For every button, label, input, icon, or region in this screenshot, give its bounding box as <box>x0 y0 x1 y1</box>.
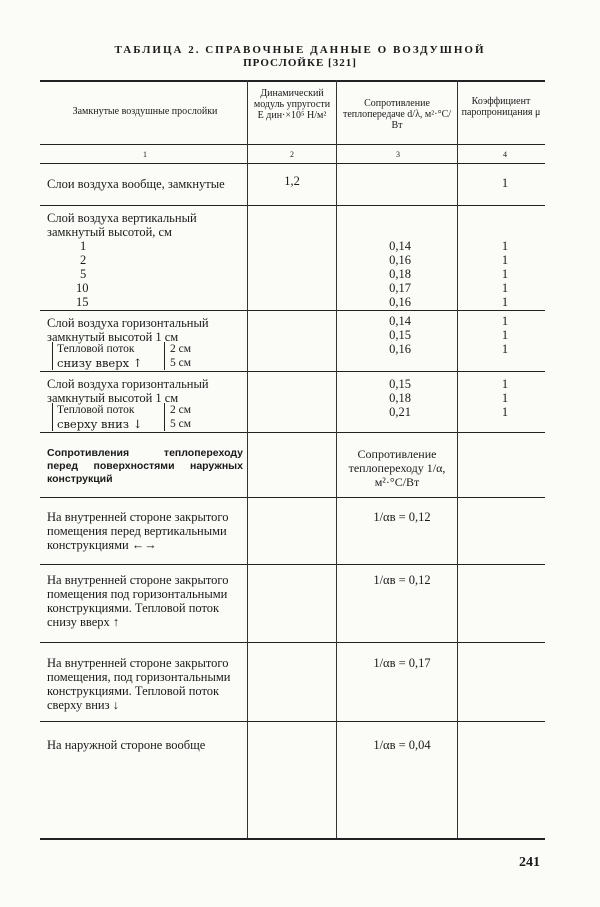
row4-mu-3: 1 <box>501 405 509 419</box>
row3-mu-1: 1 <box>501 314 509 328</box>
row3-mu-3: 1 <box>501 342 509 356</box>
col-number-1: 1 <box>143 150 147 159</box>
col-number-3: 3 <box>396 150 400 159</box>
surface-3-text: На внутренней стороне закрытого помещения, под горизонтальными конструкциями. Тепловой поток сверху вниз ↓ <box>47 656 231 712</box>
table-title-line1: ТАБЛИЦА 2. СПРАВОЧНЫЕ ДАННЫЕ О ВОЗДУШНОЙ <box>114 44 486 56</box>
row4-flow-line1: Тепловой поток <box>52 403 134 417</box>
row3-flow-line1: Тепловой поток <box>52 342 134 356</box>
header-col3: Сопротивление теплопередаче d/λ, м²·°С/Вт <box>342 98 452 131</box>
row2-mu-4: 1 <box>501 281 509 295</box>
row3-text: Слой воздуха горизонтальный замкнутый высотой 1 см <box>47 316 209 344</box>
row1-e: 1,2 <box>284 174 300 188</box>
row4-r-1: 0,15 <box>389 377 411 391</box>
row3-r-1: 0,14 <box>389 314 411 328</box>
row2-r-3: 0,18 <box>389 267 411 281</box>
row3-flow-line2: снизу вверх ↑ <box>52 356 142 370</box>
row4-text: Слой воздуха горизонтальный замкнутый высотой 1 см <box>47 377 209 405</box>
col-number-2: 2 <box>290 150 294 159</box>
row2-mu-1: 1 <box>501 239 509 253</box>
col-divider-1 <box>247 80 248 838</box>
row2-r-1: 0,14 <box>389 239 411 253</box>
rule-s3 <box>40 721 545 722</box>
rule-row1 <box>40 205 545 206</box>
row2-text: Слой воздуха вертикальный замкнутый высотой, см <box>47 211 197 239</box>
rule-s2 <box>40 642 545 643</box>
row1-text: Слои воздуха вообще, замкнутые <box>47 177 225 191</box>
row2-mu-5: 1 <box>501 295 509 309</box>
row2-height-2: 2 <box>80 253 87 267</box>
row4-r-3: 0,21 <box>389 405 411 419</box>
rule-bottom <box>40 838 545 840</box>
row3-h-1: 2 см <box>164 342 191 356</box>
rule-row2 <box>40 310 545 311</box>
col-divider-3 <box>457 80 458 838</box>
row4-mu-1: 1 <box>501 377 509 391</box>
surface-4-value: 1/αв = 0,04 <box>373 738 431 752</box>
row2-mu-3: 1 <box>501 267 509 281</box>
row3-mu-2: 1 <box>501 328 509 342</box>
row2-height-3: 5 <box>80 267 87 281</box>
row1-mu: 1 <box>501 176 509 190</box>
surface-2-value: 1/αв = 0,12 <box>373 573 431 587</box>
header-col2: Динамический модуль упругости E дин·×10⁵ Н/м² <box>253 88 331 121</box>
table-title-line2: ПРОСЛОЙКЕ [321] <box>243 57 357 69</box>
surface-1-text: На внутренней стороне закрытого помещения перед вертикальными конструкциями ←→ <box>47 510 229 552</box>
surface-4-text: На наружной стороне вообще <box>47 738 206 752</box>
row4-mu-2: 1 <box>501 391 509 405</box>
row3-r-2: 0,15 <box>389 328 411 342</box>
col-divider-2 <box>336 80 337 838</box>
rule-row3 <box>40 371 545 372</box>
header-col1: Замкнутые воздушные прослойки <box>72 106 218 117</box>
surface-1-value: 1/αв = 0,12 <box>373 510 431 524</box>
page-number: 241 <box>519 855 540 870</box>
row4-flow-line2: сверху вниз ↓ <box>52 417 142 431</box>
rule-top <box>40 80 545 82</box>
row2-r-4: 0,17 <box>389 281 411 295</box>
row3-r-3: 0,16 <box>389 342 411 356</box>
row4-h-2: 5 см <box>164 417 191 431</box>
rule-section <box>40 497 545 498</box>
surface-3-value: 1/αв = 0,17 <box>373 656 431 670</box>
row3-h-2: 5 см <box>164 356 191 370</box>
rule-row4 <box>40 432 545 433</box>
section-heading: Сопротивления теплопереходу перед поверхностями наружных конструкций <box>47 447 243 485</box>
col-number-4: 4 <box>503 150 507 159</box>
header-col4: Коэффициент паропроницания μ <box>461 96 541 118</box>
rule-header <box>40 144 545 145</box>
row2-r-5: 0,16 <box>389 295 411 309</box>
row2-height-4: 10 <box>76 281 89 295</box>
row4-r-2: 0,18 <box>389 391 411 405</box>
rule-colnums <box>40 163 545 164</box>
surface-2-text: На внутренней стороне закрытого помещения под горизонтальными конструкциями. Тепловой поток снизу вверх ↑ <box>47 573 229 629</box>
rule-s1 <box>40 564 545 565</box>
row2-r-2: 0,16 <box>389 253 411 267</box>
row2-height-1: 1 <box>80 239 87 253</box>
section-r-heading: Сопротивление теплопереходу 1/α, м²·°С/Вт <box>348 447 446 489</box>
row2-mu-2: 1 <box>501 253 509 267</box>
row4-h-1: 2 см <box>164 403 191 417</box>
row2-height-5: 15 <box>76 295 89 309</box>
